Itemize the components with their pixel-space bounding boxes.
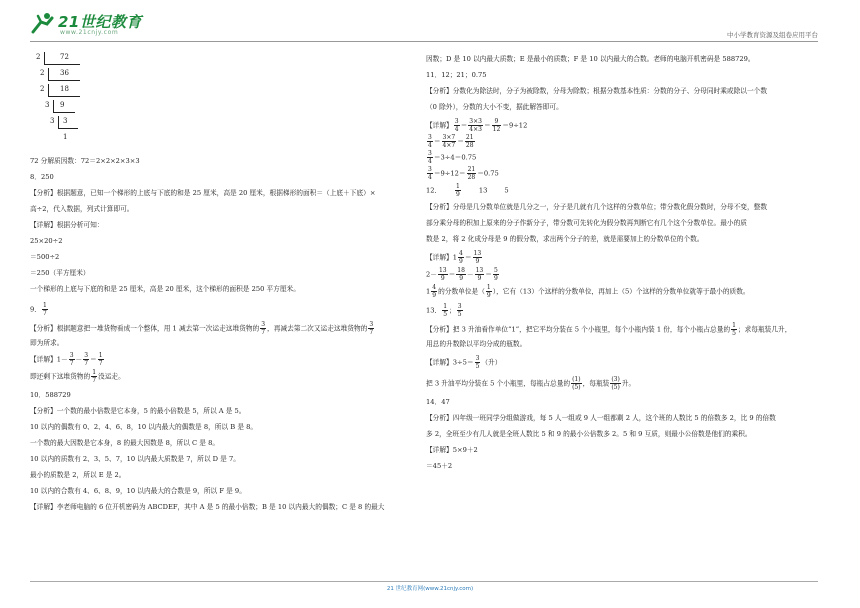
- fraction: $\frac{18}{9}$: [457, 267, 465, 282]
- q8-analysis-cont: 高÷2，代入数据，列式计算即可。: [30, 205, 134, 213]
- q10-answer: 10．588729: [30, 391, 71, 399]
- footer-source: 21 世纪教育网(www.21cnjy.com): [386, 586, 474, 592]
- q12-analysis-cont: 数是 2，将 2 化成分母是 9 的假分数，求出两个分子的差，就是需要加上的分数单位的个数。: [426, 235, 704, 243]
- q9-analysis-cont: 即为所求。: [30, 339, 64, 347]
- fraction: $\frac{1}{5}$: [732, 322, 736, 337]
- q12-analysis-cont: 部分乘分母的积加上原来的分子作新分子，带分数可先转化为假分数再判断它有几个这个分数单位。最小的质: [426, 219, 747, 227]
- q13-analysis: 【分析】把 3 升油看作单位“1”，把它平均分装在 5 个小瓶里，每个小瓶内装 1 份，每个小瓶占总量的 $\frac{1}{5}$ ；求每瓶装几升，: [426, 322, 792, 337]
- factor-bar: [44, 52, 45, 64]
- q13-conclusion: 把 3 升油平均分装在 5 个小瓶里，每瓶占总量的 $\frac{(1)}{(5)}$ ，每瓶装 $\frac{(3)}{(5)}$ 升。: [426, 376, 636, 391]
- fraction: $\frac{(3)}{(5)}$: [611, 376, 620, 391]
- fraction: $\frac{1}{9}$: [455, 183, 460, 198]
- q12-analysis: 【分析】分母是几分数单位就是几分之一，分子是几就有几个这样的分数单位；带分数化假分数时，分母不变，整数: [426, 203, 768, 211]
- q10-detail-cont: 因数；D 是 10 以内最大质数；E 是最小的质数；F 是 10 以内最大的合数。老师的电脑开机密码是 588729。: [426, 55, 755, 63]
- q10-analysis: 10 以内的质数有 2、3、5、7，10 以内最大质数是 7，所以 D 是 7。: [30, 455, 240, 463]
- platform-name: 中小学教育资源及组卷应用平台: [727, 31, 818, 39]
- q11-equation: $\frac{3}{4}$ ＝3÷4＝0.75: [428, 150, 477, 165]
- right-column: [426, 44, 818, 471]
- factor-bar: [58, 116, 59, 128]
- q10-analysis: 10 以内的合数有 4、6、8、9，10 以内最大的合数是 9，所以 F 是 9。: [30, 487, 246, 495]
- logo-url: www.21cnjy.com: [60, 29, 119, 36]
- fraction: $\frac{1}{7}$: [42, 302, 47, 317]
- factor-divisor: 2: [36, 53, 41, 61]
- fraction: $\frac{3}{5}$: [457, 303, 462, 318]
- factor-result: 72 分解质因数：72＝2×2×2×3×3: [30, 157, 140, 165]
- fraction: $\frac{(1)}{(5)}$: [572, 376, 581, 391]
- footer-divider: [30, 581, 818, 582]
- q14-analysis: 【分析】四年级一班同学分组做游戏，每 5 人一组或 9 人一组都剩 2 人，这个班的人数比 5 的倍数多 2，比 9 的倍数: [426, 414, 776, 422]
- q8-answer: 8．250: [30, 173, 54, 181]
- fraction: $\frac{3}{7}$: [261, 321, 266, 336]
- q10-analysis: 10 以内的偶数有 0、2、4、6、8，10 以内最大的偶数是 8，所以 B 是 8。: [30, 423, 258, 431]
- prime-factorization-ladder: [30, 44, 150, 152]
- factor-dividend: 3: [63, 117, 68, 125]
- fraction: $\frac{3}{4}$: [428, 134, 432, 149]
- q14-analysis-cont: 多 2，全班至少有几人就是全班人数比 5 和 9 的最小公倍数多 2。5 和 9 互质，则最小公倍数是他们的乘积。: [426, 430, 752, 438]
- q11-equation: $\frac{3}{4}$ ＝9÷12＝ $\frac{21}{28}$ ＝0.75: [428, 166, 499, 181]
- factor-line: [53, 112, 75, 113]
- fraction: $\frac{5}{9}$: [493, 267, 498, 282]
- factor-dividend: 72: [60, 53, 69, 61]
- header-divider: [30, 41, 818, 42]
- fraction: $\frac{3}{4}$: [428, 166, 432, 181]
- fraction: $\frac{9}{12}$: [492, 118, 501, 133]
- runner-logo-icon: [30, 12, 56, 34]
- fraction: $\frac{1}{7}$: [92, 369, 97, 384]
- q10-analysis: 一个数的最大因数是它本身，8 的最大因数是 8，所以 C 是 8。: [30, 439, 220, 447]
- factor-divisor: 3: [45, 101, 50, 109]
- fraction: $\frac{3}{7}$: [84, 352, 89, 367]
- q8-conclusion: 一个梯形的上底与下底的和是 25 厘米，高是 20 厘米，这个梯形的面积是 250 平方厘米。: [30, 285, 300, 293]
- fraction: $\frac{3}{4}$: [454, 118, 459, 133]
- q8-detail: 【详解】根据分析可知：: [30, 221, 104, 229]
- factor-line: [44, 64, 80, 65]
- fraction: $\frac{4}{9}$: [432, 284, 437, 299]
- q8-calc: 25×20÷2: [30, 237, 63, 245]
- q10-analysis: 最小的质数是 2，所以 E 是 2。: [30, 471, 126, 479]
- fraction: $\frac{1}{7}$: [98, 352, 103, 367]
- q11-equation: $\frac{3}{4}$ ＝ $\frac{3\times 7}{4\times 7}$ ＝ $\frac{21}{28}$: [428, 134, 474, 149]
- q10-analysis: 【分析】一个数的最小倍数是它本身，5 的最小倍数是 5，所以 A 是 5。: [30, 407, 246, 415]
- q12-answer: 12． $\frac{1}{9}$ 13 5: [426, 183, 509, 198]
- q8-analysis: 【分析】根据题意，已知一个梯形的上底与下底的和是 25 厘米，高是 20 厘米，根据梯形的面积＝（上底＋下底）×: [30, 189, 376, 197]
- fraction: $\frac{3\times 3}{4\times 3}$: [469, 118, 482, 133]
- factor-quotient: 1: [63, 133, 68, 141]
- factor-dividend: 36: [60, 69, 69, 77]
- q9-conclusion: 即还剩下这堆货物的 $\frac{1}{7}$ 没运走。: [30, 369, 125, 384]
- q9-detail: 【详解】1－ $\frac{3}{7}$ － $\frac{3}{7}$ ＝ $\frac{1}{7}$: [30, 352, 103, 367]
- q11-answer: 11．12；21；0.75: [426, 71, 487, 79]
- q11-analysis: 【分析】分数化为除法时，分子为被除数，分母为除数；根据分数基本性质：分数的分子、分母同时乘或除以一个数: [426, 87, 768, 95]
- fraction: $\frac{3}{7}$: [369, 321, 374, 336]
- q9-analysis: 【分析】根据题意把一堆货物看成一个整体，用 1 减去第一次运走这堆货物的 $\frac{3}{7}$ ，再减去第二次又运走这堆货物的 $\frac{3}{7}$: [30, 321, 374, 336]
- q13-detail: 【详解】3÷5＝ $\frac{3}{5}$ （升）: [426, 355, 502, 370]
- q14-answer: 14．47: [426, 398, 450, 406]
- q13-analysis-cont: 用总的升数除以平均分成的瓶数。: [426, 340, 527, 348]
- factor-dividend: 18: [60, 85, 69, 93]
- fraction: $\frac{21}{28}$: [465, 134, 474, 149]
- q14-calc: ＝45＋2: [426, 462, 453, 470]
- fraction: $\frac{13}{9}$: [473, 250, 482, 265]
- left-column: [30, 44, 415, 512]
- q12-detail: 【详解】1 $\frac{4}{9}$ ＝ $\frac{13}{9}$: [426, 250, 482, 265]
- fraction: $\frac{13}{9}$: [438, 267, 447, 282]
- factor-line: [58, 128, 78, 129]
- factor-divisor: 3: [50, 117, 55, 125]
- q12-conclusion: 1 $\frac{4}{9}$ 的分数单位是（ $\frac{1}{9}$ ），它有（13）个这样的分数单位，再加上（5）个这样的分数单位就等于最小的质数。: [426, 284, 750, 299]
- factor-bar: [53, 100, 54, 112]
- factor-bar: [48, 68, 49, 80]
- q8-calc: ＝250（平方厘米）: [30, 269, 90, 277]
- q10-detail: 【详解】李老师电脑的 6 位开机密码为 ABCDEF，其中 A 是 5 的最小倍数；B 是 10 以内最大的偶数；C 是 8 的最大: [30, 503, 385, 511]
- logo-text: 21世纪教育: [58, 13, 142, 31]
- site-logo: [30, 10, 150, 38]
- factor-line: [48, 96, 80, 97]
- q13-answer: 13． $\frac{1}{5}$ ； $\frac{3}{5}$: [426, 303, 462, 318]
- factor-bar: [48, 84, 49, 96]
- q14-detail: 【详解】5×9＋2: [426, 446, 478, 454]
- fraction: $\frac{3}{4}$: [428, 150, 432, 165]
- fraction: $\frac{3}{5}$: [475, 355, 480, 370]
- factor-line: [48, 80, 80, 81]
- factor-dividend: 9: [60, 101, 65, 109]
- fraction: $\frac{4}{9}$: [459, 250, 463, 265]
- fraction: $\frac{1}{9}$: [486, 284, 491, 299]
- q11-detail: 【详解】 $\frac{3}{4}$ ＝ $\frac{3\times 3}{4\times 3}$ ＝ $\frac{9}{12}$ ＝9÷12: [426, 118, 528, 133]
- fraction: $\frac{13}{9}$: [475, 267, 484, 282]
- q12-equation: 2－ $\frac{13}{9}$ ＝ $\frac{18}{9}$ － $\frac{13}{9}$ ＝ $\frac{5}{9}$: [426, 267, 498, 282]
- fraction: $\frac{3\times 7}{4\times 7}$: [442, 134, 456, 149]
- page-header: [0, 0, 860, 44]
- factor-divisor: 2: [40, 69, 45, 77]
- q8-calc: ＝500÷2: [30, 253, 60, 261]
- fraction: $\frac{3}{7}$: [69, 352, 74, 367]
- q11-analysis-cont: （0 除外），分数的大小不变，据此解答即可。: [426, 103, 563, 111]
- q9-answer: 9． $\frac{1}{7}$: [30, 302, 47, 317]
- factor-divisor: 2: [40, 85, 45, 93]
- fraction: $\frac{21}{28}$: [467, 166, 476, 181]
- fraction: $\frac{1}{5}$: [443, 303, 448, 318]
